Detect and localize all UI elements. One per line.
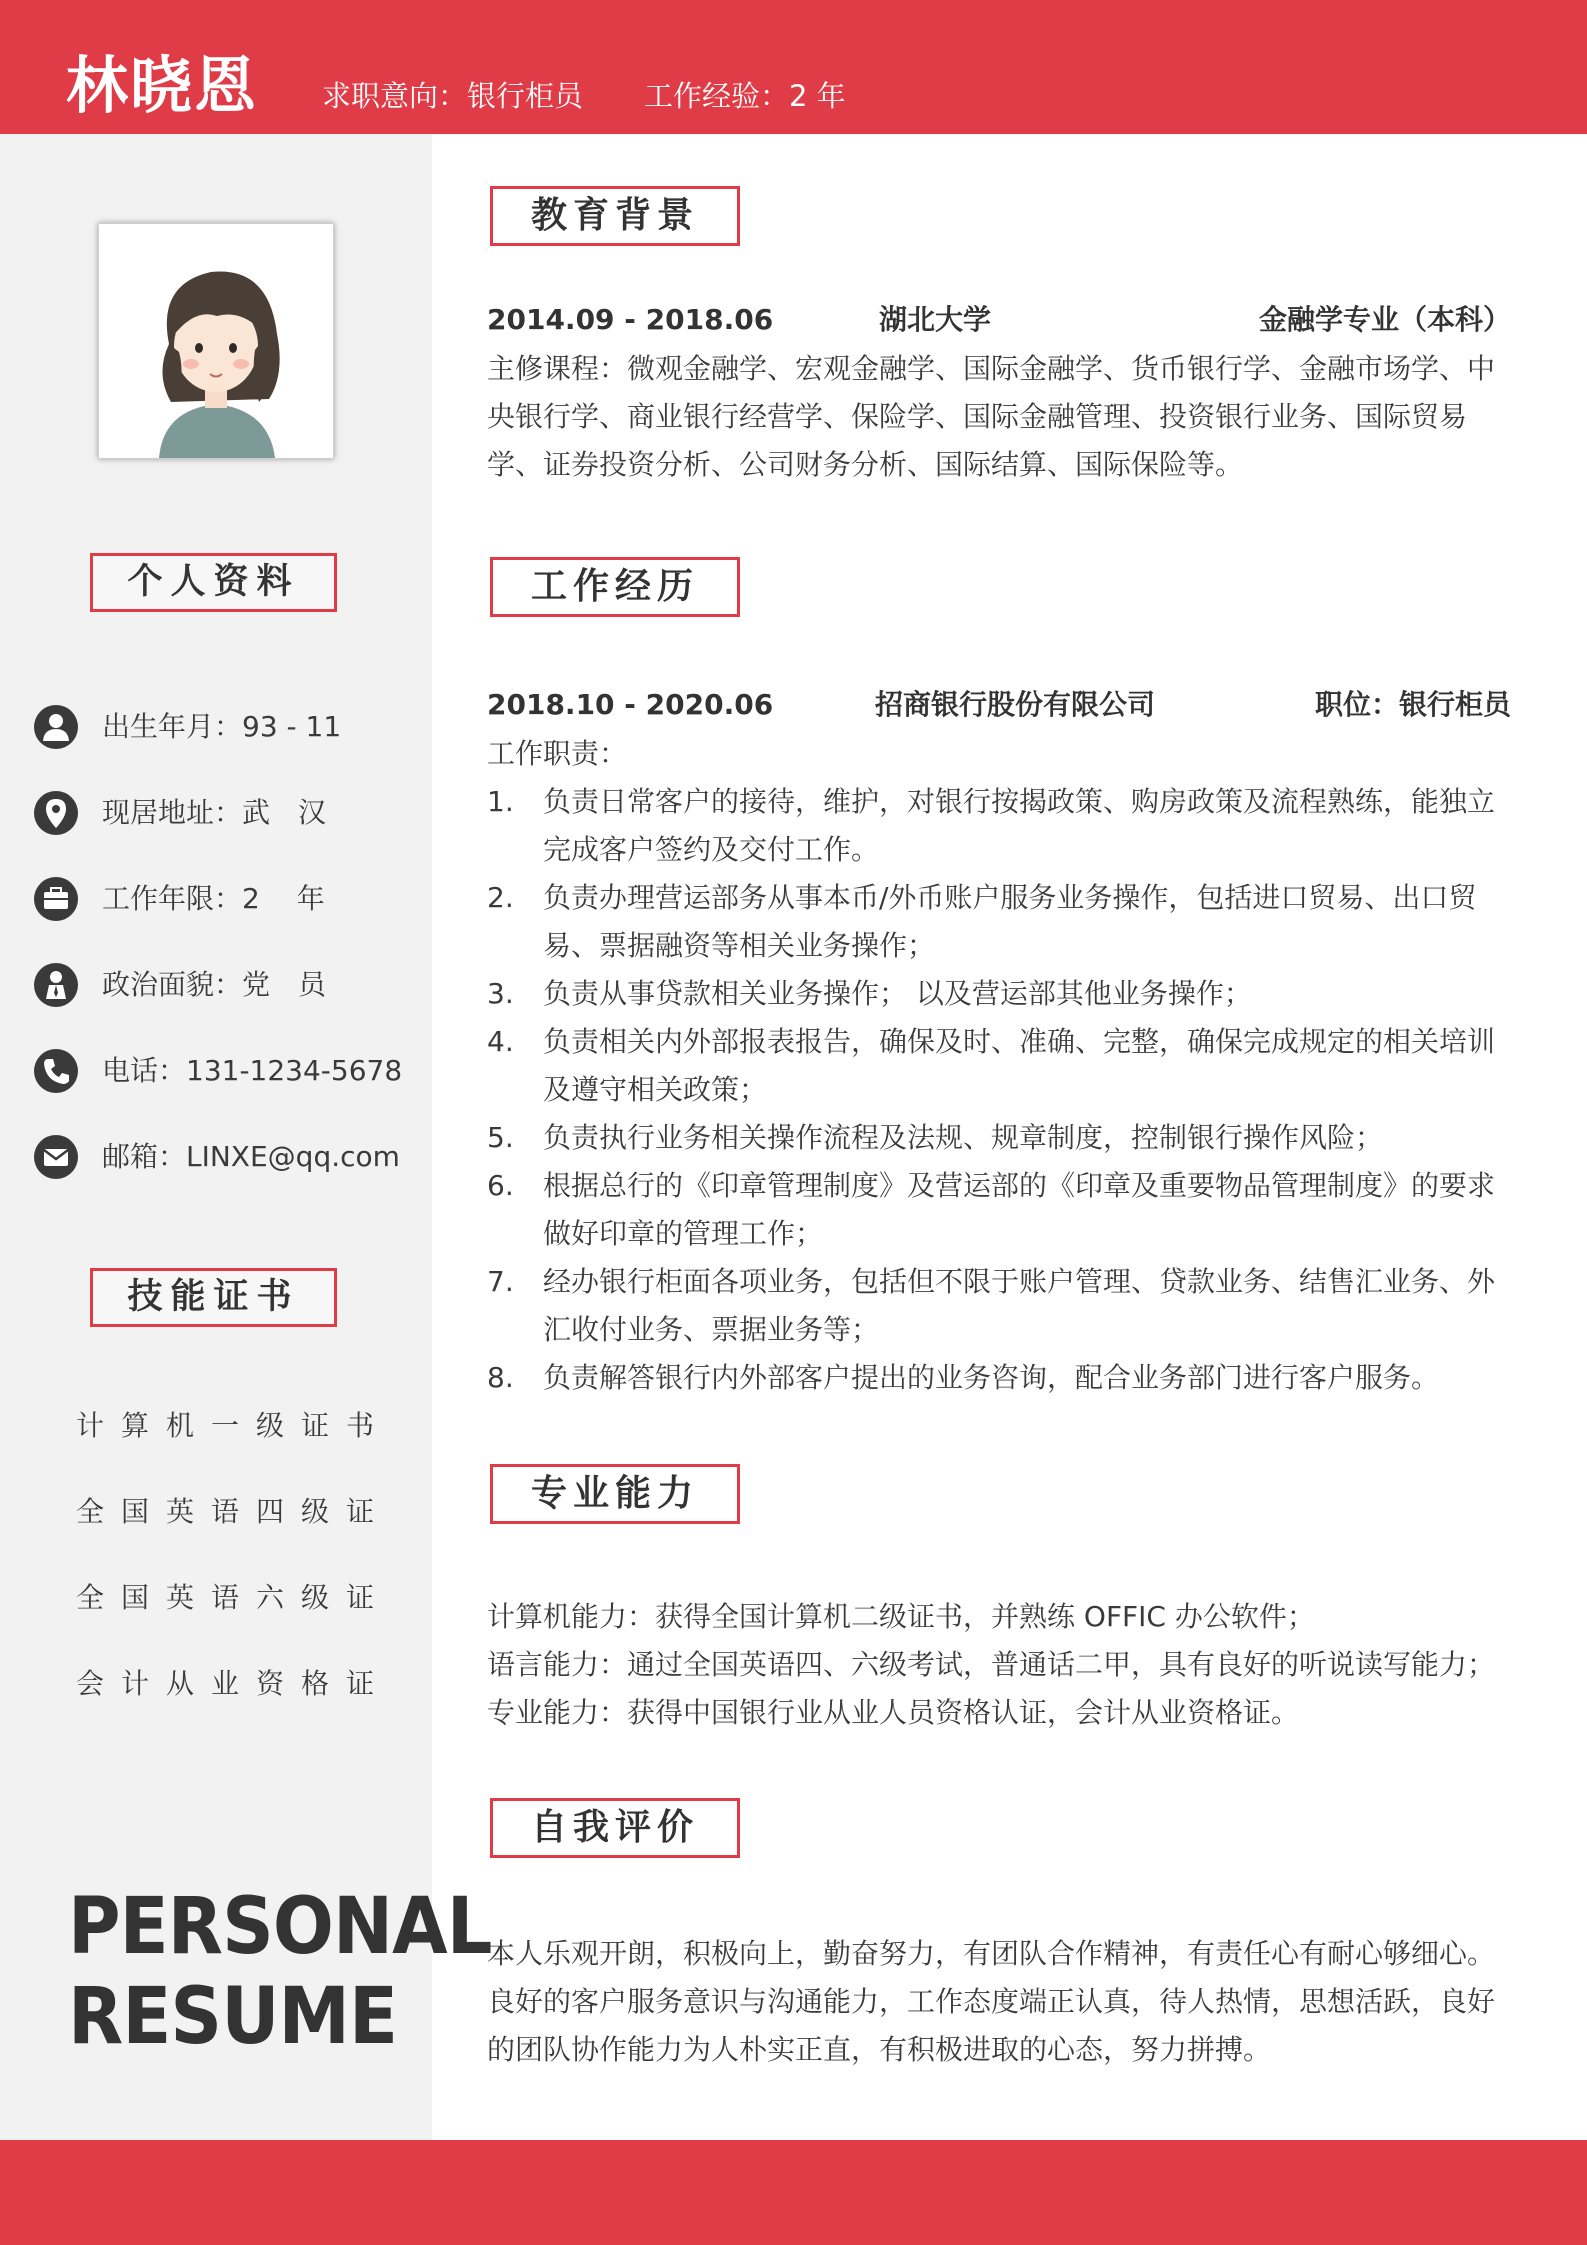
- cert-item: 全国英语四级证: [76, 1495, 392, 1528]
- education-major: 金融学专业（本科）: [1258, 303, 1511, 336]
- education-school: 湖北大学: [879, 303, 992, 336]
- skill-line: 语言能力：通过全国英语四、六级考试，普通话二甲，具有良好的听说读写能力；: [487, 1648, 1496, 1681]
- cert-item: 会计从业资格证: [76, 1667, 392, 1700]
- footer-bar: [0, 2140, 1587, 2245]
- briefcase-icon: [34, 877, 78, 921]
- work-position: 职位：银行柜员: [1314, 688, 1511, 721]
- work-experience: 工作经验：2 年: [644, 79, 846, 113]
- info-birth: 出生年月：93 - 11: [34, 703, 424, 751]
- work-company: 招商银行股份有限公司: [875, 688, 1156, 721]
- skills-section-title: 专业能力: [490, 1464, 740, 1524]
- mail-icon: [34, 1135, 78, 1179]
- personal-word: PERSONAL: [68, 1882, 492, 1972]
- resume-word: RESUME: [68, 1972, 398, 2062]
- person-icon: [34, 705, 78, 749]
- party-member-icon: [34, 963, 78, 1007]
- skills-cert-section-title: 技能证书: [90, 1268, 337, 1327]
- info-address: 现居地址：武 汉: [34, 789, 424, 837]
- profile-section-title: 个人资料: [90, 553, 337, 612]
- skill-line: 专业能力：获得中国银行业从业人员资格认证，会计从业资格证。: [487, 1696, 1300, 1729]
- info-political: 政治面貌：党 员: [34, 961, 424, 1009]
- job-intent: 求职意向：银行柜员: [322, 79, 584, 113]
- work-row: [487, 685, 1511, 725]
- info-phone: 电话：131-1234-5678: [34, 1047, 424, 1095]
- work-section-title: 工作经历: [490, 557, 740, 617]
- work-period: 2018.10 - 2020.06: [487, 688, 774, 721]
- skill-line: 计算机能力：获得全国计算机二级证书，并熟练 OFFIC 办公软件；: [487, 1600, 1315, 1633]
- cert-item: 全国英语六级证: [76, 1581, 392, 1614]
- info-years: 工作年限：2 年: [34, 875, 424, 923]
- candidate-name: 林晓恩: [66, 49, 259, 122]
- duties-label: 工作职责：: [487, 737, 628, 770]
- location-pin-icon: [34, 791, 78, 835]
- education-section-title: 教育背景: [490, 186, 740, 246]
- education-courses: 主修课程：微观金融学、宏观金融学、国际金融学、货币银行学、金融市场学、中央银行学、商业银行经营学、保险学、国际金融管理、投资银行业务、国际贸易学、证券投资分析、公司财务分析、国际结算、国际保险等。: [487, 352, 1496, 481]
- self-eval-text: 本人乐观开朗，积极向上，勤奋努力，有团队合作精神，有责任心有耐心够细心。良好的客户服务意识与沟通能力，工作态度端正认真，待人热情，思想活跃，良好的团队协作能力为人朴实正直，有积极进取的心态，努力拼搏。: [487, 1937, 1496, 2066]
- avatar: [98, 223, 334, 459]
- info-email: 邮箱：LINXE@qq.com: [34, 1133, 424, 1181]
- cert-item: 计算机一级证书: [76, 1409, 392, 1442]
- avatar-illustration-icon: [99, 224, 333, 458]
- self-eval-section-title: 自我评价: [490, 1798, 740, 1858]
- education-period: 2014.09 - 2018.06: [487, 303, 774, 336]
- education-row: [487, 300, 1511, 340]
- phone-icon: [34, 1049, 78, 1093]
